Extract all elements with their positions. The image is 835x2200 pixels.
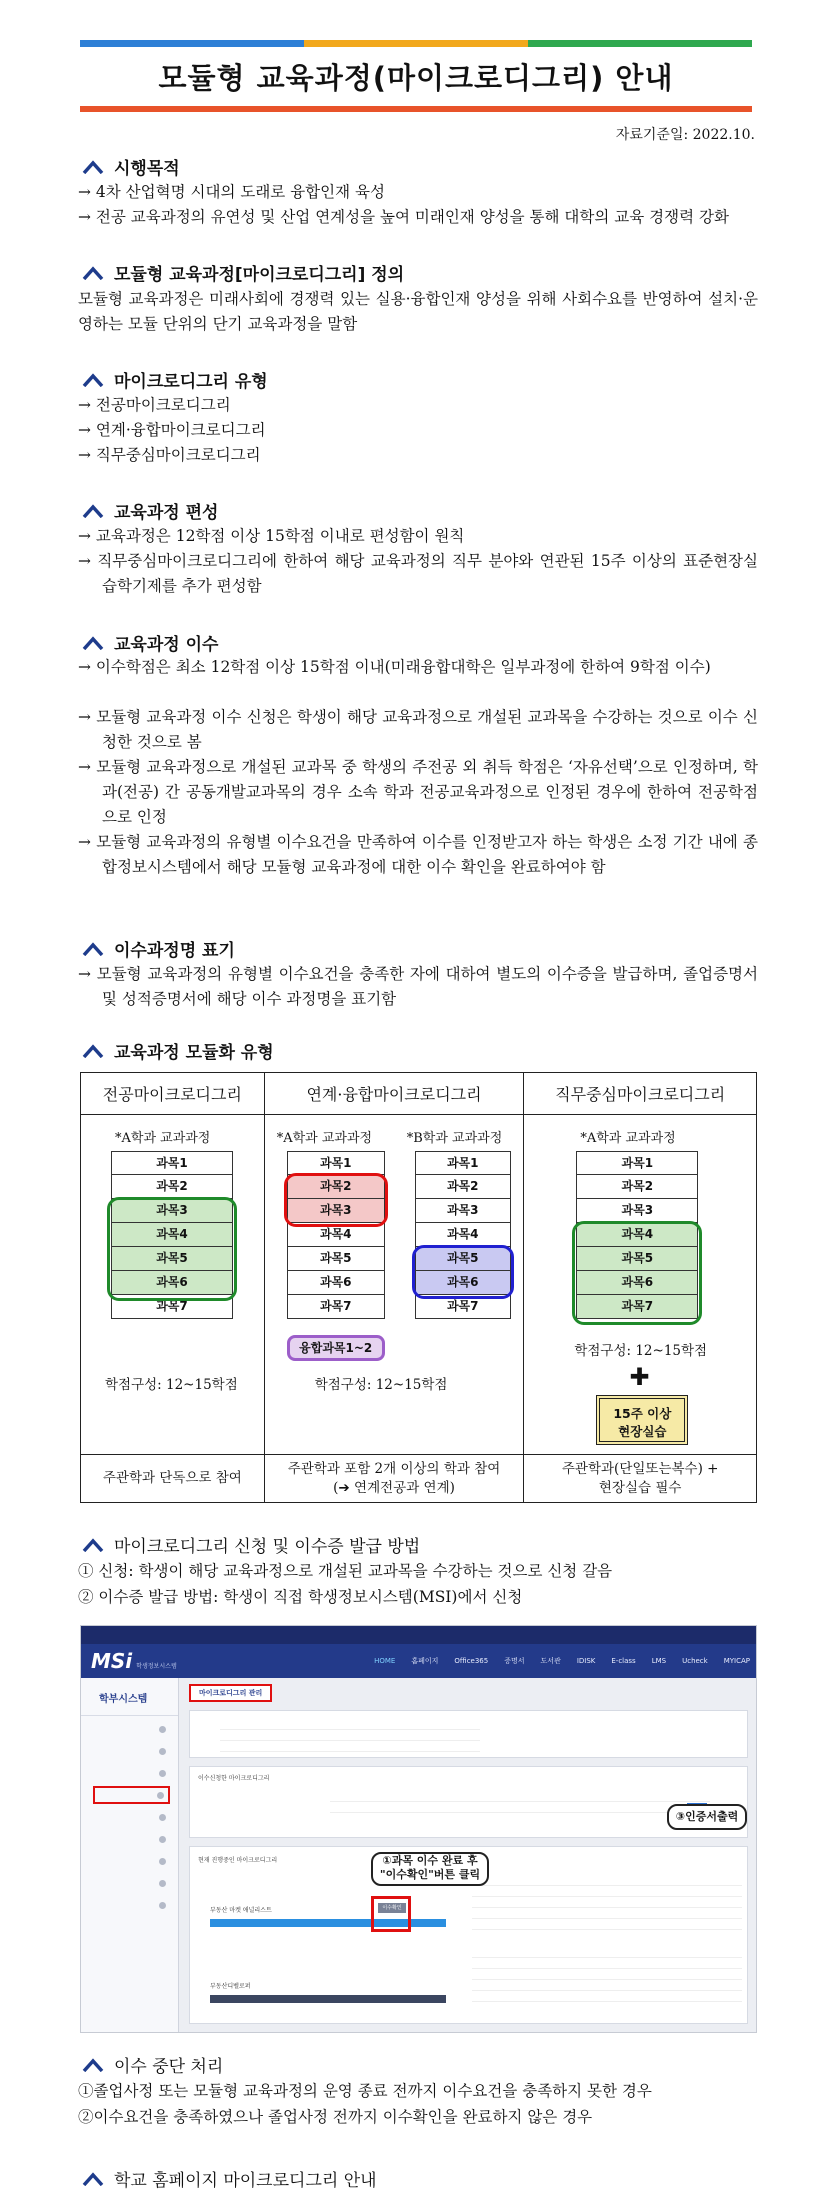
nav-item[interactable]: IDISK (576, 1657, 596, 1665)
section-heading-modular: 교육과정 모듈화 유형 (82, 1038, 274, 1063)
nav-item[interactable]: Ucheck (682, 1657, 708, 1665)
table-footer (264, 1455, 524, 1503)
course-cell: 과목5 (111, 1247, 233, 1271)
nav-item[interactable]: HOME (374, 1657, 396, 1665)
field-practice-box (596, 1395, 688, 1445)
confirm-highlight (371, 1896, 411, 1932)
caret-icon (82, 636, 104, 650)
purpose-item: → 전공 교육과정의 유연성 및 산업 연계성을 높여 미래인재 양성을 통해 대학의 교육 경쟁력 강화 (78, 208, 729, 226)
sidebar-item[interactable] (93, 1852, 170, 1870)
course-cell: 과목5 (415, 1247, 511, 1271)
reference-date: 자료기준일: 2022.10. (615, 127, 755, 143)
course-cell: 과목1 (576, 1151, 698, 1175)
caret-icon (82, 1538, 104, 1552)
msi-applied-card (189, 1766, 748, 1838)
sidebar-item[interactable] (93, 1720, 170, 1738)
caret-icon (82, 1044, 104, 1058)
course-cell: 과목7 (111, 1295, 233, 1319)
fusion-course-box: 융합과목1~2 (287, 1335, 385, 1361)
course-stack (111, 1151, 233, 1319)
course-cell: 과목5 (287, 1247, 385, 1271)
msi-main (189, 1684, 748, 2024)
dept-label: *A학과 교과과정 (115, 1131, 211, 1146)
completion-item: → 모듈형 교육과정 이수 신청은 학생이 해당 교육과정으로 개설된 교과목을 수강하는 것으로 이수 신청한 것으로 봄 (78, 708, 758, 751)
caret-icon (82, 504, 104, 518)
sidebar-item[interactable] (93, 1742, 170, 1760)
sidebar-item[interactable] (93, 1764, 170, 1782)
caret-icon (82, 2172, 104, 2186)
dept-label: *A학과 교과과정 (580, 1131, 676, 1146)
callout-cert: ③인증서출력 (667, 1804, 747, 1830)
apply-item: ② 이수증 발급 방법: 학생이 직접 학생정보시스템(MSI)에서 신청 (78, 1588, 523, 1606)
course-cell: 과목1 (287, 1151, 385, 1175)
course-name: 부동산디벨로퍼 (210, 1983, 251, 1990)
course-cell: 과목3 (287, 1199, 385, 1223)
course-cell: 과목7 (287, 1295, 385, 1319)
dept-label-a: *A학과 교과과정 (276, 1131, 373, 1146)
course-cell: 과목2 (111, 1175, 233, 1199)
sidebar-item-microdegree[interactable] (93, 1786, 170, 1804)
footer-line: (➔ 연계전공과 연계) (333, 1479, 455, 1496)
practice-text: 15주 이상 (613, 1406, 672, 1421)
caret-icon (82, 266, 104, 280)
section-heading-naming: 이수과정명 표기 (82, 936, 235, 961)
course-cell: 과목1 (111, 1151, 233, 1175)
course-stack-b (415, 1151, 511, 1319)
callout-line: ①과목 이수 완료 후 (382, 1854, 478, 1867)
course-cell: 과목7 (415, 1295, 511, 1319)
msi-nav (358, 1644, 750, 1678)
msi-sidebar (81, 1678, 179, 2032)
modular-types-table (80, 1072, 757, 1503)
course-cell: 과목2 (415, 1175, 511, 1199)
nav-item[interactable]: MYICAP (723, 1657, 750, 1665)
purpose-item: → 4차 산업혁명 시대의 도래로 융합인재 육성 (78, 183, 385, 201)
col-major (81, 1115, 265, 1455)
col-job (524, 1115, 757, 1455)
footer-line: 주관학과 포함 2개 이상의 학과 참여 (287, 1460, 501, 1477)
section-heading-definition: 모듈형 교육과정[마이크로디그리] 정의 (82, 260, 404, 285)
nav-item[interactable]: Office365 (454, 1657, 489, 1665)
caret-icon (82, 160, 104, 174)
section-heading-curriculum: 교육과정 편성 (82, 498, 218, 523)
sidebar-item[interactable] (93, 1874, 170, 1892)
applied-rows (330, 1791, 710, 1813)
course-cell: 과목3 (576, 1199, 698, 1223)
course-cell: 과목2 (287, 1175, 385, 1199)
course-cell: 과목1 (415, 1151, 511, 1175)
notice-lines (220, 1719, 480, 1752)
nav-item[interactable]: E-class (611, 1657, 636, 1665)
sidebar-item[interactable] (93, 1830, 170, 1848)
completion-item: → 모듈형 교육과정으로 개설된 교과목 중 학생의 주전공 외 취득 학점은 ‘자유선택’으로 인정하며, 학과(전공) 간 공동개발교과목의 경우 소속 학과 전공교육과정으로 인정된 경우에 한하여 전공학점으로 인정 (78, 758, 758, 826)
course-cell: 과목5 (576, 1247, 698, 1271)
section-heading-apply: 마이크로디그리 신청 및 이수증 발급 방법 (82, 1532, 420, 1557)
msi-screenshot (80, 1625, 757, 2033)
msi-notice-card (189, 1710, 748, 1758)
course-cell: 과목6 (415, 1271, 511, 1295)
table-header: 직무중심마이크로디그리 (524, 1073, 757, 1115)
curriculum-item: → 교육과정은 12학점 이상 15학점 이내로 편성함이 원칙 (78, 527, 465, 545)
caret-icon (82, 942, 104, 956)
course-cell: 과목4 (576, 1223, 698, 1247)
definition-text: 모듈형 교육과정은 미래사회에 경쟁력 있는 실용·융합인재 양성을 위해 사회수요를 반영하여 설치·운영하는 모듈 단위의 단기 교육과정을 말함 (78, 290, 758, 333)
curriculum-item: → 직무중심마이크로디그리에 한하여 해당 교육과정의 직무 분야와 연관된 15주 이상의 표준현장실습학기제를 추가 편성함 (78, 552, 758, 595)
msi-logo: MSi (91, 1649, 133, 1673)
practice-text: 현장실습 (618, 1424, 667, 1439)
course-cell: 과목2 (576, 1175, 698, 1199)
credit-text: 학점구성: 12~15학점 (105, 1377, 238, 1393)
sidebar-item[interactable] (93, 1808, 170, 1826)
nav-item[interactable]: 홈페이지 (411, 1657, 439, 1665)
stop-item: ②이수요건을 충족하였으나 졸업사정 전까지 이수확인을 완료하지 않은 경우 (78, 2108, 593, 2126)
footer-line: 주관학과(단일또는복수) + (561, 1460, 719, 1477)
course-cell: 과목3 (111, 1199, 233, 1223)
nav-item[interactable]: 도서관 (540, 1657, 561, 1665)
type-item: → 연계·융합마이크로디그리 (78, 421, 266, 439)
course-cell: 과목6 (576, 1271, 698, 1295)
caret-icon (82, 2058, 104, 2072)
table-header: 연계·융합마이크로디그리 (264, 1073, 524, 1115)
msi-side-title: 학부시스템 (81, 1678, 178, 1716)
section-heading-completion: 교육과정 이수 (82, 630, 218, 655)
course-rows (472, 1947, 742, 2002)
table-footer: 주관학과 단독으로 참여 (81, 1455, 265, 1503)
course-cell: 과목6 (287, 1271, 385, 1295)
title-banner (80, 40, 752, 112)
col-linked (264, 1115, 524, 1455)
type-item: → 직무중심마이크로디그리 (78, 446, 261, 464)
course-stack (576, 1151, 698, 1319)
credit-text: 학점구성: 12~15학점 (574, 1343, 708, 1359)
course-cell: 과목3 (415, 1199, 511, 1223)
completion-item: → 이수학점은 최소 12학점 이상 15학점 이내(미래융합대학은 일부과정에 한하여 9학점 이수) (78, 658, 711, 676)
credit-text: 학점구성: 12~15학점 (314, 1377, 448, 1393)
section-heading-homepage: 학교 홈페이지 마이크로디그리 안내 (82, 2166, 377, 2191)
caret-icon (82, 373, 104, 387)
table-footer (524, 1455, 757, 1503)
msi-header (81, 1644, 756, 1678)
dept-label-b: *B학과 교과과정 (406, 1131, 503, 1146)
msi-top-strip (81, 1626, 756, 1644)
course-cell: 과목6 (111, 1271, 233, 1295)
apply-item: ① 신청: 학생이 해당 교육과정으로 개설된 교과목을 수강하는 것으로 신청 갈음 (78, 1562, 613, 1580)
course-cell: 과목4 (415, 1223, 511, 1247)
course-name: 부동산 마켓 애널리스트 (210, 1907, 272, 1914)
title-underline (80, 106, 752, 112)
course-cell: 과목4 (111, 1223, 233, 1247)
msi-logo-sub: 학생정보시스템 (136, 1662, 177, 1670)
title-color-bar (80, 40, 752, 47)
section-heading-purpose: 시행목적 (82, 154, 180, 179)
table-header: 전공마이크로디그리 (81, 1073, 265, 1115)
type-item: → 전공마이크로디그리 (78, 396, 231, 414)
section-heading-stop: 이수 중단 처리 (82, 2052, 223, 2077)
nav-item[interactable]: 증명서 (504, 1657, 525, 1665)
confirm-button[interactable]: 이수확인 (378, 1903, 406, 1913)
page-title: 모듈형 교육과정(마이크로디그리) 안내 (158, 61, 674, 95)
stop-item: ①졸업사정 또는 모듈형 교육과정의 운영 종료 전까지 이수요건을 충족하지 못한 경우 (78, 2082, 652, 2100)
footer-line: 현장실습 필수 (598, 1479, 682, 1496)
course-cell: 과목7 (576, 1295, 698, 1319)
course-cell: 과목4 (287, 1223, 385, 1247)
current-section-title: 현재 진행중인 마이크로디그리 (198, 1857, 278, 1864)
tab-microdegree[interactable]: 마이크로디그리 관리 (189, 1684, 272, 1702)
plus-icon: ✚ (629, 1363, 650, 1391)
sidebar-item[interactable] (93, 1896, 170, 1914)
callout-line: "이수확인"버튼 클릭 (379, 1868, 481, 1881)
callout-confirm (371, 1852, 489, 1886)
applied-section-title: 이수신청한 마이크로디그리 (198, 1775, 270, 1782)
section-heading-types: 마이크로디그리 유형 (82, 367, 268, 392)
course-rows (472, 1875, 742, 1930)
course-stack-a (287, 1151, 385, 1319)
nav-item[interactable]: LMS (651, 1657, 667, 1665)
naming-item: → 모듈형 교육과정의 유형별 이수요건을 충족한 자에 대하여 별도의 이수증을 발급하며, 졸업증명서 및 성적증명서에 해당 이수 과정명을 표기함 (78, 965, 758, 1008)
progress-bar-dark (210, 1995, 446, 2003)
completion-item: → 모듈형 교육과정의 유형별 이수요건을 만족하여 이수를 인정받고자 하는 학생은 소정 기간 내에 종합정보시스템에서 해당 모듈형 교육과정에 대한 이수 확인을 완료하여야 함 (78, 833, 758, 876)
